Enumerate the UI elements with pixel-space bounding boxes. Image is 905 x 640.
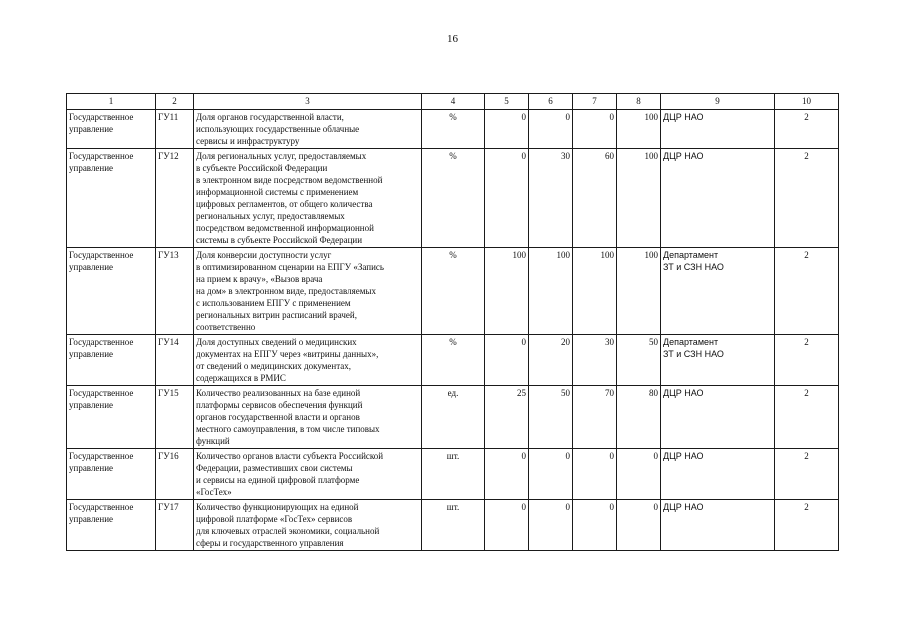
- indicator-cell: Доля органов государственной власти, использующих государственные облачные сервисы и инфраструктуру: [194, 110, 422, 149]
- col10-cell: 2: [775, 449, 839, 500]
- column-header-9: 9: [661, 94, 775, 110]
- indicator-cell: Доля доступных сведений о медицинских документах на ЕПГУ через «витрины данных», от сведений о медицинских документах, содержащихся в РМИС: [194, 335, 422, 386]
- value-cell: 80: [617, 386, 661, 449]
- column-header-5: 5: [485, 94, 529, 110]
- value-cell: 0: [485, 500, 529, 551]
- sector-cell: Государственное управление: [67, 386, 156, 449]
- unit-cell: %: [422, 335, 485, 386]
- value-cell: 50: [617, 335, 661, 386]
- col10-cell: 2: [775, 248, 839, 335]
- table-row: [67, 386, 839, 449]
- table-row: [67, 149, 839, 248]
- unit-cell: %: [422, 110, 485, 149]
- header-row: [67, 94, 839, 110]
- col10-cell: 2: [775, 386, 839, 449]
- column-header-10: 10: [775, 94, 839, 110]
- value-cell: 0: [573, 110, 617, 149]
- value-cell: 100: [485, 248, 529, 335]
- page-number: 16: [447, 33, 458, 45]
- value-cell: 30: [573, 335, 617, 386]
- responsible-cell: ДЦР НАО: [661, 500, 775, 551]
- value-cell: 100: [573, 248, 617, 335]
- value-cell: 20: [529, 335, 573, 386]
- unit-cell: ед.: [422, 386, 485, 449]
- value-cell: 0: [617, 500, 661, 551]
- table-row: [67, 335, 839, 386]
- code-cell: ГУ14: [156, 335, 194, 386]
- value-cell: 100: [617, 248, 661, 335]
- responsible-cell: ДЦР НАО: [661, 110, 775, 149]
- unit-cell: шт.: [422, 449, 485, 500]
- value-cell: 25: [485, 386, 529, 449]
- unit-cell: шт.: [422, 500, 485, 551]
- table-row: [67, 449, 839, 500]
- column-header-3: 3: [194, 94, 422, 110]
- unit-cell: %: [422, 149, 485, 248]
- sector-cell: Государственное управление: [67, 449, 156, 500]
- indicator-cell: Доля региональных услуг, предоставляемых в субъекте Российской Федерации в электронном виде посредством ведомственной информационной системы с применением цифровых регламентов, от общего количества региональных услуг, предоставляемых посредством ведомственной информационной системы в субъекте Российской Федерации: [194, 149, 422, 248]
- value-cell: 0: [529, 110, 573, 149]
- value-cell: 50: [529, 386, 573, 449]
- col10-cell: 2: [775, 335, 839, 386]
- indicator-cell: Количество функционирующих на единой цифровой платформе «ГосТех» сервисов для ключевых отраслей экономики, социальной сферы и государственного управления: [194, 500, 422, 551]
- code-cell: ГУ16: [156, 449, 194, 500]
- sector-cell: Государственное управление: [67, 500, 156, 551]
- responsible-cell: Департамент ЗТ и СЗН НАО: [661, 335, 775, 386]
- sector-cell: Государственное управление: [67, 110, 156, 149]
- responsible-cell: ДЦР НАО: [661, 149, 775, 248]
- col10-cell: 2: [775, 149, 839, 248]
- col10-cell: 2: [775, 500, 839, 551]
- code-cell: ГУ12: [156, 149, 194, 248]
- value-cell: 0: [529, 500, 573, 551]
- value-cell: 70: [573, 386, 617, 449]
- unit-cell: %: [422, 248, 485, 335]
- code-cell: ГУ17: [156, 500, 194, 551]
- value-cell: 0: [485, 335, 529, 386]
- sector-cell: Государственное управление: [67, 335, 156, 386]
- column-header-1: 1: [67, 94, 156, 110]
- sector-cell: Государственное управление: [67, 248, 156, 335]
- column-header-8: 8: [617, 94, 661, 110]
- value-cell: 100: [617, 110, 661, 149]
- column-header-4: 4: [422, 94, 485, 110]
- indicator-cell: Количество реализованных на базе единой платформы сервисов обеспечения функций органов государственной власти и органов местного самоуправления, в том числе типовых функций: [194, 386, 422, 449]
- responsible-cell: ДЦР НАО: [661, 386, 775, 449]
- column-header-2: 2: [156, 94, 194, 110]
- indicator-table: [66, 93, 839, 551]
- indicator-cell: Доля конверсии доступности услуг в оптимизированном сценарии на ЕПГУ «Запись на прием к врачу», «Вызов врача на дом» в электронном виде, предоставляемых с использованием ЕПГУ с применением региональных витрин расписаний врачей, соответственно: [194, 248, 422, 335]
- column-header-7: 7: [573, 94, 617, 110]
- value-cell: 0: [617, 449, 661, 500]
- sector-cell: Государственное управление: [67, 149, 156, 248]
- responsible-cell: Департамент ЗТ и СЗН НАО: [661, 248, 775, 335]
- value-cell: 0: [485, 449, 529, 500]
- table-row: [67, 110, 839, 149]
- code-cell: ГУ15: [156, 386, 194, 449]
- value-cell: 0: [573, 500, 617, 551]
- code-cell: ГУ11: [156, 110, 194, 149]
- value-cell: 100: [529, 248, 573, 335]
- indicator-cell: Количество органов власти субъекта Российской Федерации, разместивших свои системы и сервисы на единой цифровой платформе «ГосТех»: [194, 449, 422, 500]
- code-cell: ГУ13: [156, 248, 194, 335]
- value-cell: 30: [529, 149, 573, 248]
- table-row: [67, 500, 839, 551]
- value-cell: 0: [573, 449, 617, 500]
- col10-cell: 2: [775, 110, 839, 149]
- table-row: [67, 248, 839, 335]
- responsible-cell: ДЦР НАО: [661, 449, 775, 500]
- value-cell: 0: [529, 449, 573, 500]
- value-cell: 100: [617, 149, 661, 248]
- value-cell: 60: [573, 149, 617, 248]
- value-cell: 0: [485, 149, 529, 248]
- column-header-6: 6: [529, 94, 573, 110]
- value-cell: 0: [485, 110, 529, 149]
